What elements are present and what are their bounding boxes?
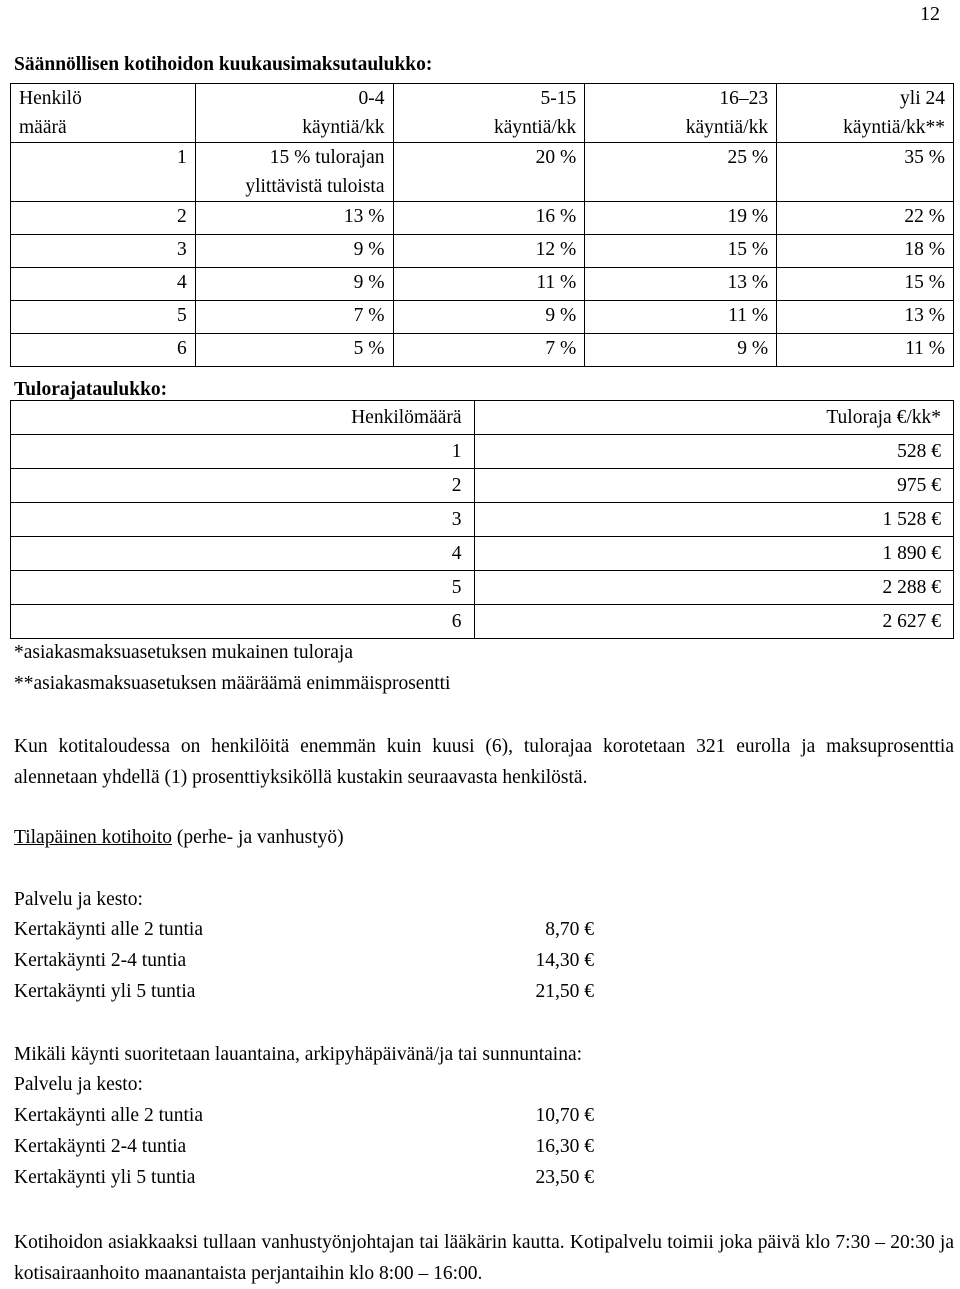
table-row	[11, 143, 954, 202]
cell-0-4: 5 %	[195, 334, 393, 367]
cell-persons: 5	[11, 301, 196, 334]
cell-over-24: 35 %	[777, 143, 954, 202]
price-row	[14, 918, 594, 949]
cell-income-limit: 975 €	[474, 469, 953, 503]
monthly-fee-table	[10, 83, 954, 367]
cell-over-24: 15 %	[777, 268, 954, 301]
table-row	[11, 235, 954, 268]
cell-persons: 1	[11, 143, 196, 202]
cell-0-4: 15 % tulorajan ylittävistä tuloista	[195, 143, 393, 202]
cell-persons: 1	[11, 435, 475, 469]
closing-paragraph: Kotihoidon asiakkaaksi tullaan vanhustyönjohtajan tai lääkärin kautta. Kotipalvelu toimii joka päivä klo 7:30 – 20:30 ja kotisairaanhoito maanantaista perjantaihin klo 8:00 – 16:00.	[14, 1232, 954, 1284]
cell-persons: 4	[11, 537, 475, 571]
cell-persons: 4	[11, 268, 196, 301]
cell-income-limit: 2 288 €	[474, 571, 953, 605]
table-row	[11, 202, 954, 235]
cell-16-23: 19 %	[585, 202, 777, 235]
footnote-max-percentage: **asiakasmaksuasetuksen määräämä enimmäisprosentti	[14, 673, 451, 694]
price-row	[14, 1166, 594, 1197]
service-label: Palvelu ja kesto:	[14, 1074, 143, 1095]
table-row	[11, 334, 954, 367]
footnote-income-limit: *asiakasmaksuasetuksen mukainen tuloraja	[14, 642, 353, 663]
cell-16-23: 13 %	[585, 268, 777, 301]
cell-persons: 5	[11, 571, 475, 605]
header-persons-count: Henkilömäärä	[11, 401, 475, 435]
cell-over-24: 18 %	[777, 235, 954, 268]
cell-16-23: 25 %	[585, 143, 777, 202]
price-value: 8,70 €	[545, 919, 594, 940]
table-row	[11, 503, 954, 537]
cell-0-4: 9 %	[195, 235, 393, 268]
price-row	[14, 980, 594, 1011]
page-number: 12	[920, 3, 940, 25]
price-value: 23,50 €	[535, 1167, 594, 1188]
cell-over-24: 11 %	[777, 334, 954, 367]
cell-5-15: 20 %	[393, 143, 585, 202]
table-row	[11, 469, 954, 503]
income-table-header-row	[11, 401, 954, 435]
header-visits-16-23: 16–23 käyntiä/kk	[585, 84, 777, 143]
table-row	[11, 301, 954, 334]
header-visits-5-15: 5-15 käyntiä/kk	[393, 84, 585, 143]
cell-persons: 6	[11, 605, 475, 639]
cell-5-15: 9 %	[393, 301, 585, 334]
cell-5-15: 7 %	[393, 334, 585, 367]
cell-16-23: 11 %	[585, 301, 777, 334]
header-visits-0-4: 0-4 käyntiä/kk	[195, 84, 393, 143]
cell-income-limit: 528 €	[474, 435, 953, 469]
cell-0-4: 7 %	[195, 301, 393, 334]
price-label: Kertakäynti alle 2 tuntia	[14, 919, 203, 940]
cell-income-limit: 1 528 €	[474, 503, 953, 537]
header-persons: Henkilö määrä	[11, 84, 196, 143]
cell-persons: 6	[11, 334, 196, 367]
cell-income-limit: 1 890 €	[474, 537, 953, 571]
price-row	[14, 1104, 594, 1135]
large-household-paragraph: Kun kotitaloudessa on henkilöitä enemmän kuin kuusi (6), tulorajaa korotetaan 321 eurolla ja maksuprosenttia alennetaan yhdellä (1) prosenttiyksiköllä kustakin seuraavasta henkilöstä.	[14, 736, 954, 788]
cell-income-limit: 2 627 €	[474, 605, 953, 639]
cell-0-4: 9 %	[195, 268, 393, 301]
cell-over-24: 13 %	[777, 301, 954, 334]
service-label: Palvelu ja kesto:	[14, 889, 143, 910]
income-limit-table	[10, 400, 954, 639]
cell-persons: 2	[11, 469, 475, 503]
header-income-limit: Tuloraja €/kk*	[474, 401, 953, 435]
table-row	[11, 571, 954, 605]
price-value: 10,70 €	[535, 1105, 594, 1126]
cell-persons: 3	[11, 235, 196, 268]
cell-5-15: 16 %	[393, 202, 585, 235]
price-row	[14, 1135, 594, 1166]
table-row	[11, 537, 954, 571]
price-label: Kertakäynti yli 5 tuntia	[14, 1167, 196, 1188]
cell-over-24: 22 %	[777, 202, 954, 235]
table-row	[11, 605, 954, 639]
price-value: 14,30 €	[535, 950, 594, 971]
price-label: Kertakäynti yli 5 tuntia	[14, 981, 196, 1002]
price-value: 21,50 €	[535, 981, 594, 1002]
price-value: 16,30 €	[535, 1136, 594, 1157]
income-table-title: Tulorajataulukko:	[14, 379, 168, 400]
table-row	[11, 435, 954, 469]
cell-persons: 2	[11, 202, 196, 235]
fee-table-header-row	[11, 84, 954, 143]
price-label: Kertakäynti alle 2 tuntia	[14, 1105, 203, 1126]
cell-persons: 3	[11, 503, 475, 537]
cell-16-23: 9 %	[585, 334, 777, 367]
header-visits-over-24: yli 24 käyntiä/kk**	[777, 84, 954, 143]
weekend-intro: Mikäli käynti suoritetaan lauantaina, arkipyhäpäivänä/ja tai sunnuntaina:	[14, 1044, 583, 1065]
cell-5-15: 12 %	[393, 235, 585, 268]
price-label: Kertakäynti 2-4 tuntia	[14, 950, 187, 971]
cell-16-23: 15 %	[585, 235, 777, 268]
price-label: Kertakäynti 2-4 tuntia	[14, 1136, 187, 1157]
cell-0-4: 13 %	[195, 202, 393, 235]
temporary-care-title: Tilapäinen kotihoito (perhe- ja vanhustyö)	[14, 827, 344, 848]
price-row	[14, 949, 594, 980]
cell-5-15: 11 %	[393, 268, 585, 301]
table-row	[11, 268, 954, 301]
fee-table-title: Säännöllisen kotihoidon kuukausimaksutaulukko:	[14, 54, 433, 75]
